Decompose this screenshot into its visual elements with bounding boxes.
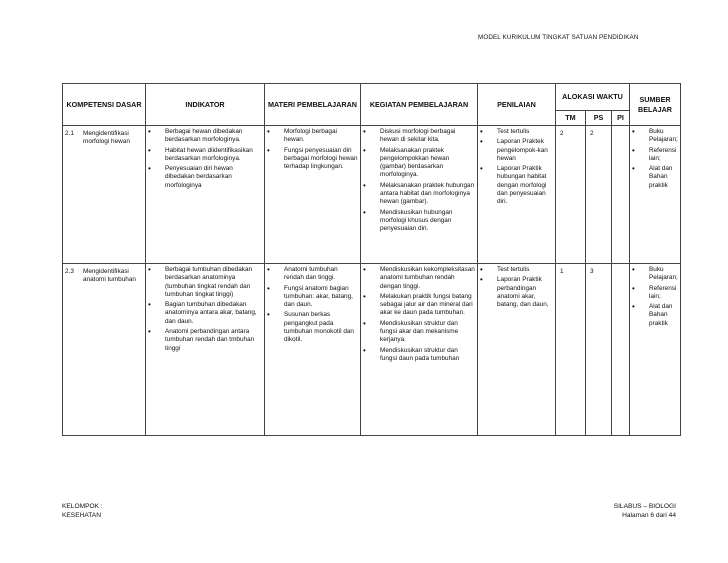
kegiatan-cell [361, 126, 478, 264]
header-kompetensi-dasar: KOMPETENSI DASAR [63, 84, 146, 126]
footer-silabus-title: SILABUS – BIOLOGI [613, 503, 676, 510]
list-item: • Berbagai hewan dibedakan berdasarkan morfologinya. [165, 128, 262, 145]
kompetensi-cell [63, 264, 146, 436]
kegiatan-cell [361, 264, 478, 436]
list-item: • Anatomi perbandingan antara tumbuhan rendah dan tmbuhan tinggi [165, 328, 262, 353]
kompetensi-text: Mengidentifikasi anatomi tumbuhan [83, 268, 136, 284]
penilaian-cell [478, 126, 556, 264]
footer-page-number: Halaman 6 dari 44 [622, 512, 676, 519]
header-materi: MATERI PEMBELAJARAN [265, 84, 361, 126]
list-item: • Buku Pelajaran; [649, 266, 678, 283]
footer-kelompok-value: KESEHATAN [62, 512, 101, 519]
penilaian-cell [478, 264, 556, 436]
sumber-cell [630, 264, 681, 436]
header-tm: TM [556, 111, 586, 126]
syllabus-table [62, 83, 681, 436]
list-item: • Anatomi tumbuhan rendah dan tinggi. [284, 266, 358, 283]
indikator-cell [146, 264, 265, 436]
pi-value [612, 264, 630, 436]
header-pi: PI [612, 111, 630, 126]
list-item: • Buku Pelajaran; [649, 128, 678, 145]
header-kegiatan: KEGIATAN PEMBELAJARAN [361, 84, 478, 126]
tm-value: 2 [556, 126, 586, 264]
ps-value: 3 [586, 264, 612, 436]
list-item: • Mendiskusikan kekompleksitasan anatomi tumbuhan rendah dengan tinggi. [380, 266, 475, 291]
sumber-cell [630, 126, 681, 264]
kompetensi-number: 2.3 [65, 268, 74, 275]
list-item: • Morfologi berbagai hewan. [284, 128, 358, 145]
header-alokasi-waktu: ALOKASI WAKTU [556, 84, 630, 111]
list-item: • Referensi lain; [649, 147, 678, 164]
list-item: • Penyesuaian diri hewan dibedakan berdasarkan morfologinya [165, 165, 262, 190]
list-item: • Referensi lain; [649, 285, 678, 302]
indikator-cell [146, 126, 265, 264]
list-item: • Melaksanakan praktek hubungan antara habitat dan morfologinya hewan (gambar). [380, 182, 475, 207]
ps-value: 2 [586, 126, 612, 264]
materi-cell [265, 126, 361, 264]
list-item: • Habitat hewan diidentifikasikan berdasarkan morfologinya. [165, 147, 262, 164]
list-item: • Melakukan praktik fungsi batang sebagai jalur air dan mineral dari akar ke daun pada tumbuhan. [380, 293, 475, 318]
header-indikator: INDIKATOR [146, 84, 265, 126]
list-item: • Alat dan Bahan praktik [649, 165, 678, 190]
list-item: • Test tertulis [497, 128, 553, 136]
kompetensi-cell [63, 126, 146, 264]
list-item: • Mendiskusikan hubungan morfologi khusus dengan penyesuaian diri. [380, 209, 475, 234]
footer-kelompok-label: KELOMPOK : [62, 503, 103, 510]
list-item: • Susunan berkas pengangkut pada tumbuhan monokotil dan dikotil. [284, 311, 358, 344]
header-ps: PS [586, 111, 612, 126]
list-item: • Laporan Praktik hubungan habitat dengan morfologi dan penyesuaian diri. [497, 165, 553, 206]
table-row [63, 264, 681, 436]
list-item: • Fungsi anatomi bagian tumbuhan: akar, batang, dan daun. [284, 285, 358, 310]
list-item: • Berbagai tumbuhan dibedakan berdasarkan anatominya (tumbuhan tingkat rendah dan tumbuhan tingkat tinggi) [165, 266, 262, 299]
header-penilaian: PENILAIAN [478, 84, 556, 126]
list-item: • Mendiskusikan struktur dan fungsi akar dan mekanisme kerjanya. [380, 320, 475, 345]
list-item: • Melaksanakan praktek pengelompokkan hewan (gambar) berdasarkan morfologinya. [380, 147, 475, 180]
list-item: • Fungsi penyesuaian diri berbagai morfologi hewan terhadap lingkungan. [284, 147, 358, 172]
list-item: • Laporan Praktek pengelompok-kan hewan [497, 138, 553, 163]
header-sumber-belajar: SUMBER BELAJAR [630, 84, 681, 126]
list-item: • Diskusi morfologi berbagai hewan di sekitar kita. [380, 128, 475, 145]
document-header-title: MODEL KURIKULUM TINGKAT SATUAN PENDIDIKAN [478, 34, 639, 41]
pi-value [612, 126, 630, 264]
footer-page-info [556, 502, 676, 520]
list-item: • Test tertulis [497, 266, 553, 274]
footer-group [62, 502, 103, 520]
kompetensi-text: Mengidentifikasi morfologi hewan [83, 130, 130, 146]
list-item: • Alat dan Bahan praktik [649, 303, 678, 328]
list-item: • Laporan Praktik perbandingan anatomi akar, batang, dan daun, [497, 276, 553, 309]
table-row [63, 126, 681, 264]
kompetensi-number: 2.1 [65, 130, 74, 137]
tm-value: 1 [556, 264, 586, 436]
materi-cell [265, 264, 361, 436]
list-item: • Mendiskusikan struktur dan fungsi daun pada tumbuhan [380, 347, 475, 364]
list-item: • Bagian tumbuhan dibedakan anatominya antara akar, batang, dan daun. [165, 301, 262, 326]
